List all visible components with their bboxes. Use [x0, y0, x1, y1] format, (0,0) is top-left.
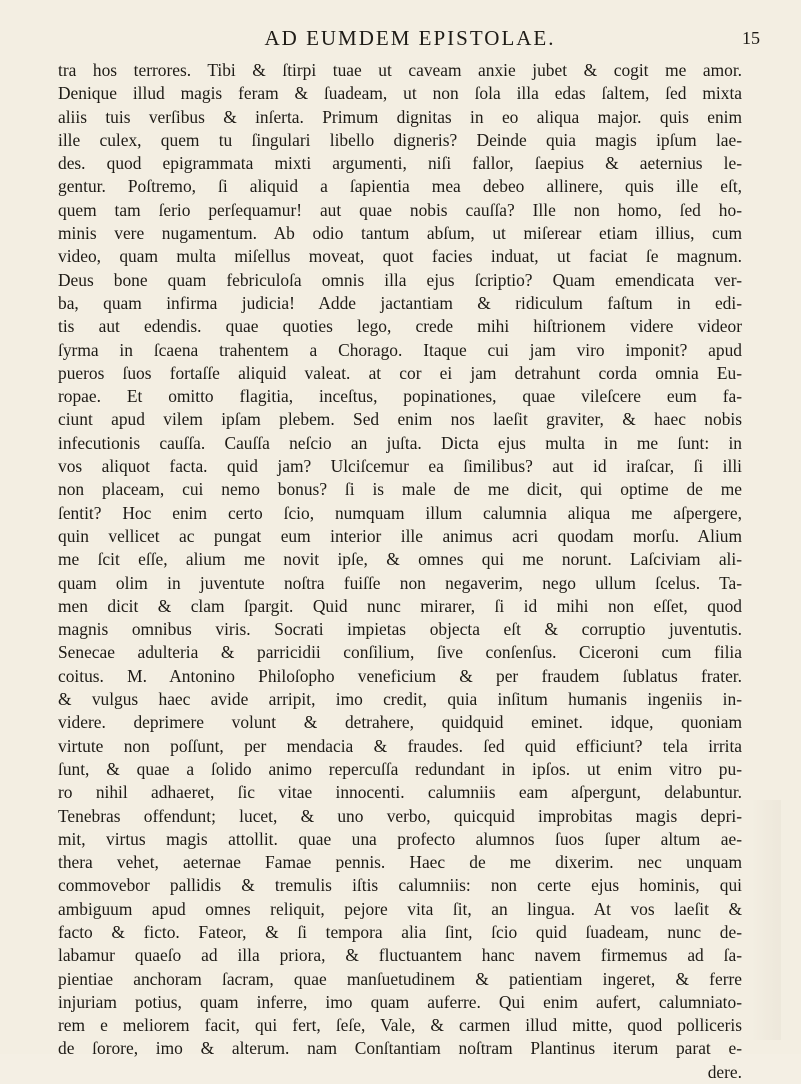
text-line: gentur. Poſtremo, ſi aliquid a ſapientia mea debeo allinere, quis ille eſt,: [58, 176, 742, 197]
text-line: Denique illud magis feram & ſuadeam, ut non ſola illa edas ſaltem, ſed mixta: [58, 83, 742, 104]
text-line: video, quam multa miſellus moveat, quot facies induat, ut faciat ſe magnum.: [58, 246, 742, 267]
text-line: quin vellicet ac pungat eum interior ille animus acri quodam morſu. Alium: [58, 525, 742, 546]
text-line: mit, virtus magis attollit. quae una profecto alumnos ſuos ſuper altum ae-: [58, 828, 742, 849]
text-line: ciunt apud vilem ipſam plebem. Sed enim nos laeſit graviter, & haec nobis: [58, 409, 742, 430]
text-line: Deus bone quam febriculoſa omnis illa ejus ſcriptio? Quam emendicata ver-: [58, 269, 742, 290]
body-text: [58, 59, 742, 1084]
text-line: ſyrma in ſcaena trahentem a Chorago. Itaque cui jam viro imponit? apud: [58, 339, 742, 360]
text-line: ille culex, quem tu ſingulari libello digneris? Deinde quia magis ipſum lae-: [58, 129, 742, 150]
text-line: quam olim in juventute noſtra fuiſſe non negaverim, nego ullum ſcelus. Ta-: [58, 572, 742, 593]
text-line: minis vere nugamentum. Ab odio tantum abſum, ut miſerear etiam illius, cum: [58, 223, 742, 244]
page-number: 15: [742, 28, 760, 48]
text-line: rem e meliorem facit, qui fert, ſeſe, Vale, & carmen illud mitte, quod polliceris: [58, 1015, 742, 1036]
text-line: de ſorore, imo & alterum. nam Conſtantiam noſtram Plantinus iterum parat e-: [58, 1038, 742, 1059]
text-line: virtute non poſſunt, per mendacia & fraudes. ſed quid efficiunt? tela irrita: [58, 735, 742, 756]
text-line: pueros ſuos fortaſſe aliquid valeat. at cor ei jam detrahunt corda omnia Eu-: [58, 362, 742, 383]
text-line: men dicit & clam ſpargit. Quid nunc mirarer, ſi id mihi non eſſet, quod: [58, 595, 742, 616]
text-line: thera vehet, aeternae Famae pennis. Haec de me dixerim. nec unquam: [58, 852, 742, 873]
text-line: Senecae adulteria & parricidii conſilium, ſive conſenſus. Ciceroni cum filia: [58, 642, 742, 663]
running-title: AD EUMDEM EPISTOLAE.: [264, 26, 556, 50]
text-line-last: dere.: [707, 1061, 742, 1082]
text-line: labamur quaeſo ad illa priora, & fluctuantem hanc navem firmemus ad ſa-: [58, 945, 742, 966]
text-line: Tenebras offendunt; lucet, & uno verbo, quicquid improbitas magis depri-: [58, 805, 742, 826]
text-line: commovebor pallidis & tremulis iſtis calumniis: non certe ejus hominis, qui: [58, 875, 742, 896]
text-line: ſunt, & quae a ſolido animo repercuſſa redundant in ipſos. ut enim vitro pu-: [58, 758, 742, 779]
text-line: injuriam potius, quam inferre, imo quam auferre. Qui enim aufert, calumniato-: [58, 991, 742, 1012]
paper-shading: [751, 800, 781, 1040]
running-head: [60, 26, 760, 56]
text-line: ſentit? Hoc enim certo ſcio, numquam illum calumnia aliqua me aſpergere,: [58, 502, 742, 523]
text-line: tra hos terrores. Tibi & ſtirpi tuae ut caveam anxie jubet & cogit me amor.: [58, 60, 742, 80]
text-line: coitus. M. Antonino Philoſopho veneficium & per fraudem ſublatus frater.: [58, 665, 742, 686]
text-line: aliis tuis verſibus & inſerta. Primum dignitas in eo aliqua major. quis enim: [58, 106, 742, 127]
text-line: ro nihil adhaeret, ſic vitae innocenti. calumniis eam aſpergunt, delabuntur.: [58, 782, 742, 803]
text-line: des. quod epigrammata mixti argumenti, niſi fallor, ſaepius & aeternius le-: [58, 153, 742, 174]
text-line: infecutionis cauſſa. Cauſſa neſcio an juſta. Dicta ejus multa in me ſunt: in: [58, 432, 742, 453]
text-line: vos aliquot facta. quid jam? Ulciſcemur ea ſimilibus? aut id iraſcar, ſi illi: [58, 456, 742, 477]
text-line: magnis omnibus viris. Socrati impietas objecta eſt & corruptio juventutis.: [58, 619, 742, 640]
text-line: quem tam ſerio perſequamur! aut quae nobis cauſſa? Ille non homo, ſed ho-: [58, 199, 742, 220]
text-line: facto & ficto. Fateor, & ſi tempora alia ſint, ſcio quid ſuadeam, nunc de-: [58, 921, 742, 942]
text-line: ropae. Et omitto flagitia, inceſtus, popinationes, quae vileſcere eum fa-: [58, 386, 742, 407]
text-line: non placeam, cui nemo bonus? ſi is male de me dicit, qui optime de me: [58, 479, 742, 500]
text-line: ambiguum apud omnes reliquit, pejore vita ſit, an lingua. At vos laeſit &: [58, 898, 742, 919]
text-line: & vulgus haec avide arripit, imo credit, quia inſitum humanis ingeniis in-: [58, 689, 742, 710]
text-line: me ſcit eſſe, alium me novit ipſe, & omnes qui me norunt. Laſciviam ali-: [58, 549, 742, 570]
text-line: videre. deprimere volunt & detrahere, quidquid eminet. idque, quoniam: [58, 712, 742, 733]
text-line: pientiae anchoram ſacram, quae manſuetudinem & patientiam ingeret, & ferre: [58, 968, 742, 989]
text-line: tis aut edendis. quae quoties lego, crede mihi hiſtrionem videre videor: [58, 316, 742, 337]
text-line: ba, quam infirma judicia! Adde jactantiam & ridiculum faſtum in edi-: [58, 292, 742, 313]
